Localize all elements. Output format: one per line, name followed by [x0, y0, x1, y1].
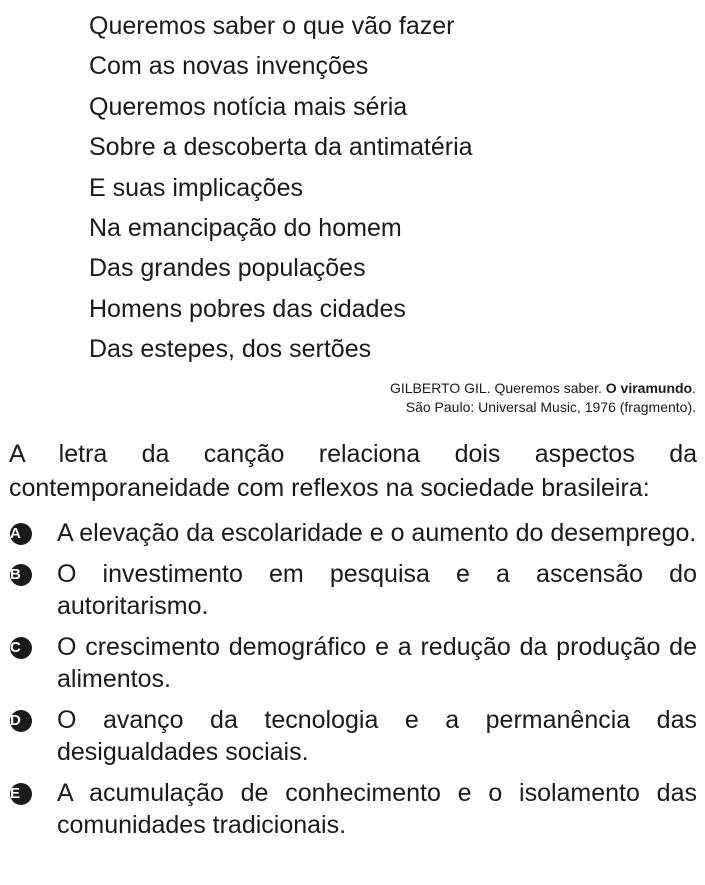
option-letter-badge: C	[10, 637, 32, 659]
option-letter-badge: A	[10, 523, 32, 545]
citation-work: O viramundo	[605, 380, 693, 396]
option-text: O investimento em pesquisa e a ascensão do autoritarismo.	[57, 560, 697, 620]
answer-options	[9, 517, 697, 850]
citation-line-2: São Paulo: Universal Music, 1976 (fragmento).	[405, 399, 696, 415]
option-a[interactable]	[9, 517, 697, 549]
option-text: A elevação da escolaridade e o aumento do desemprego.	[57, 519, 697, 547]
poem-line: Das estepes, dos sertões	[89, 335, 372, 364]
poem-line: Das grandes populações	[89, 254, 366, 283]
poem-line: Na emancipação do homem	[89, 213, 402, 242]
poem-line: Com as novas invenções	[89, 52, 369, 81]
poem-line: Homens pobres das cidades	[89, 294, 406, 323]
citation-period: .	[692, 380, 696, 396]
citation-line-1	[390, 379, 696, 398]
option-letter-badge: B	[10, 564, 32, 586]
option-d[interactable]	[9, 704, 697, 768]
citation-author-title: GILBERTO GIL. Queremos saber.	[389, 380, 606, 396]
question-stem: A letra da canção relaciona dois aspectos da contemporaneidade com reflexos na sociedade brasileira:	[9, 440, 697, 502]
poem-line: E suas implicações	[89, 173, 303, 202]
poem-line: Queremos saber o que vão fazer	[89, 12, 455, 40]
option-b[interactable]	[9, 558, 697, 622]
poem	[89, 6, 473, 370]
option-letter-badge: D	[10, 710, 32, 732]
poem-line: Sobre a descoberta da antimatéria	[89, 133, 473, 162]
option-text: A acumulação de conhecimento e o isolamento das comunidades tradicionais.	[57, 779, 697, 839]
option-text: O avanço da tecnologia e a permanência das desigualdades sociais.	[57, 706, 697, 766]
option-letter-badge: E	[10, 783, 32, 805]
source-citation	[390, 379, 696, 417]
option-e[interactable]	[9, 777, 697, 841]
poem-line: Queremos notícia mais séria	[89, 92, 408, 121]
option-c[interactable]	[9, 631, 697, 695]
option-text: O crescimento demográfico e a redução da produção de alimentos.	[57, 633, 697, 693]
